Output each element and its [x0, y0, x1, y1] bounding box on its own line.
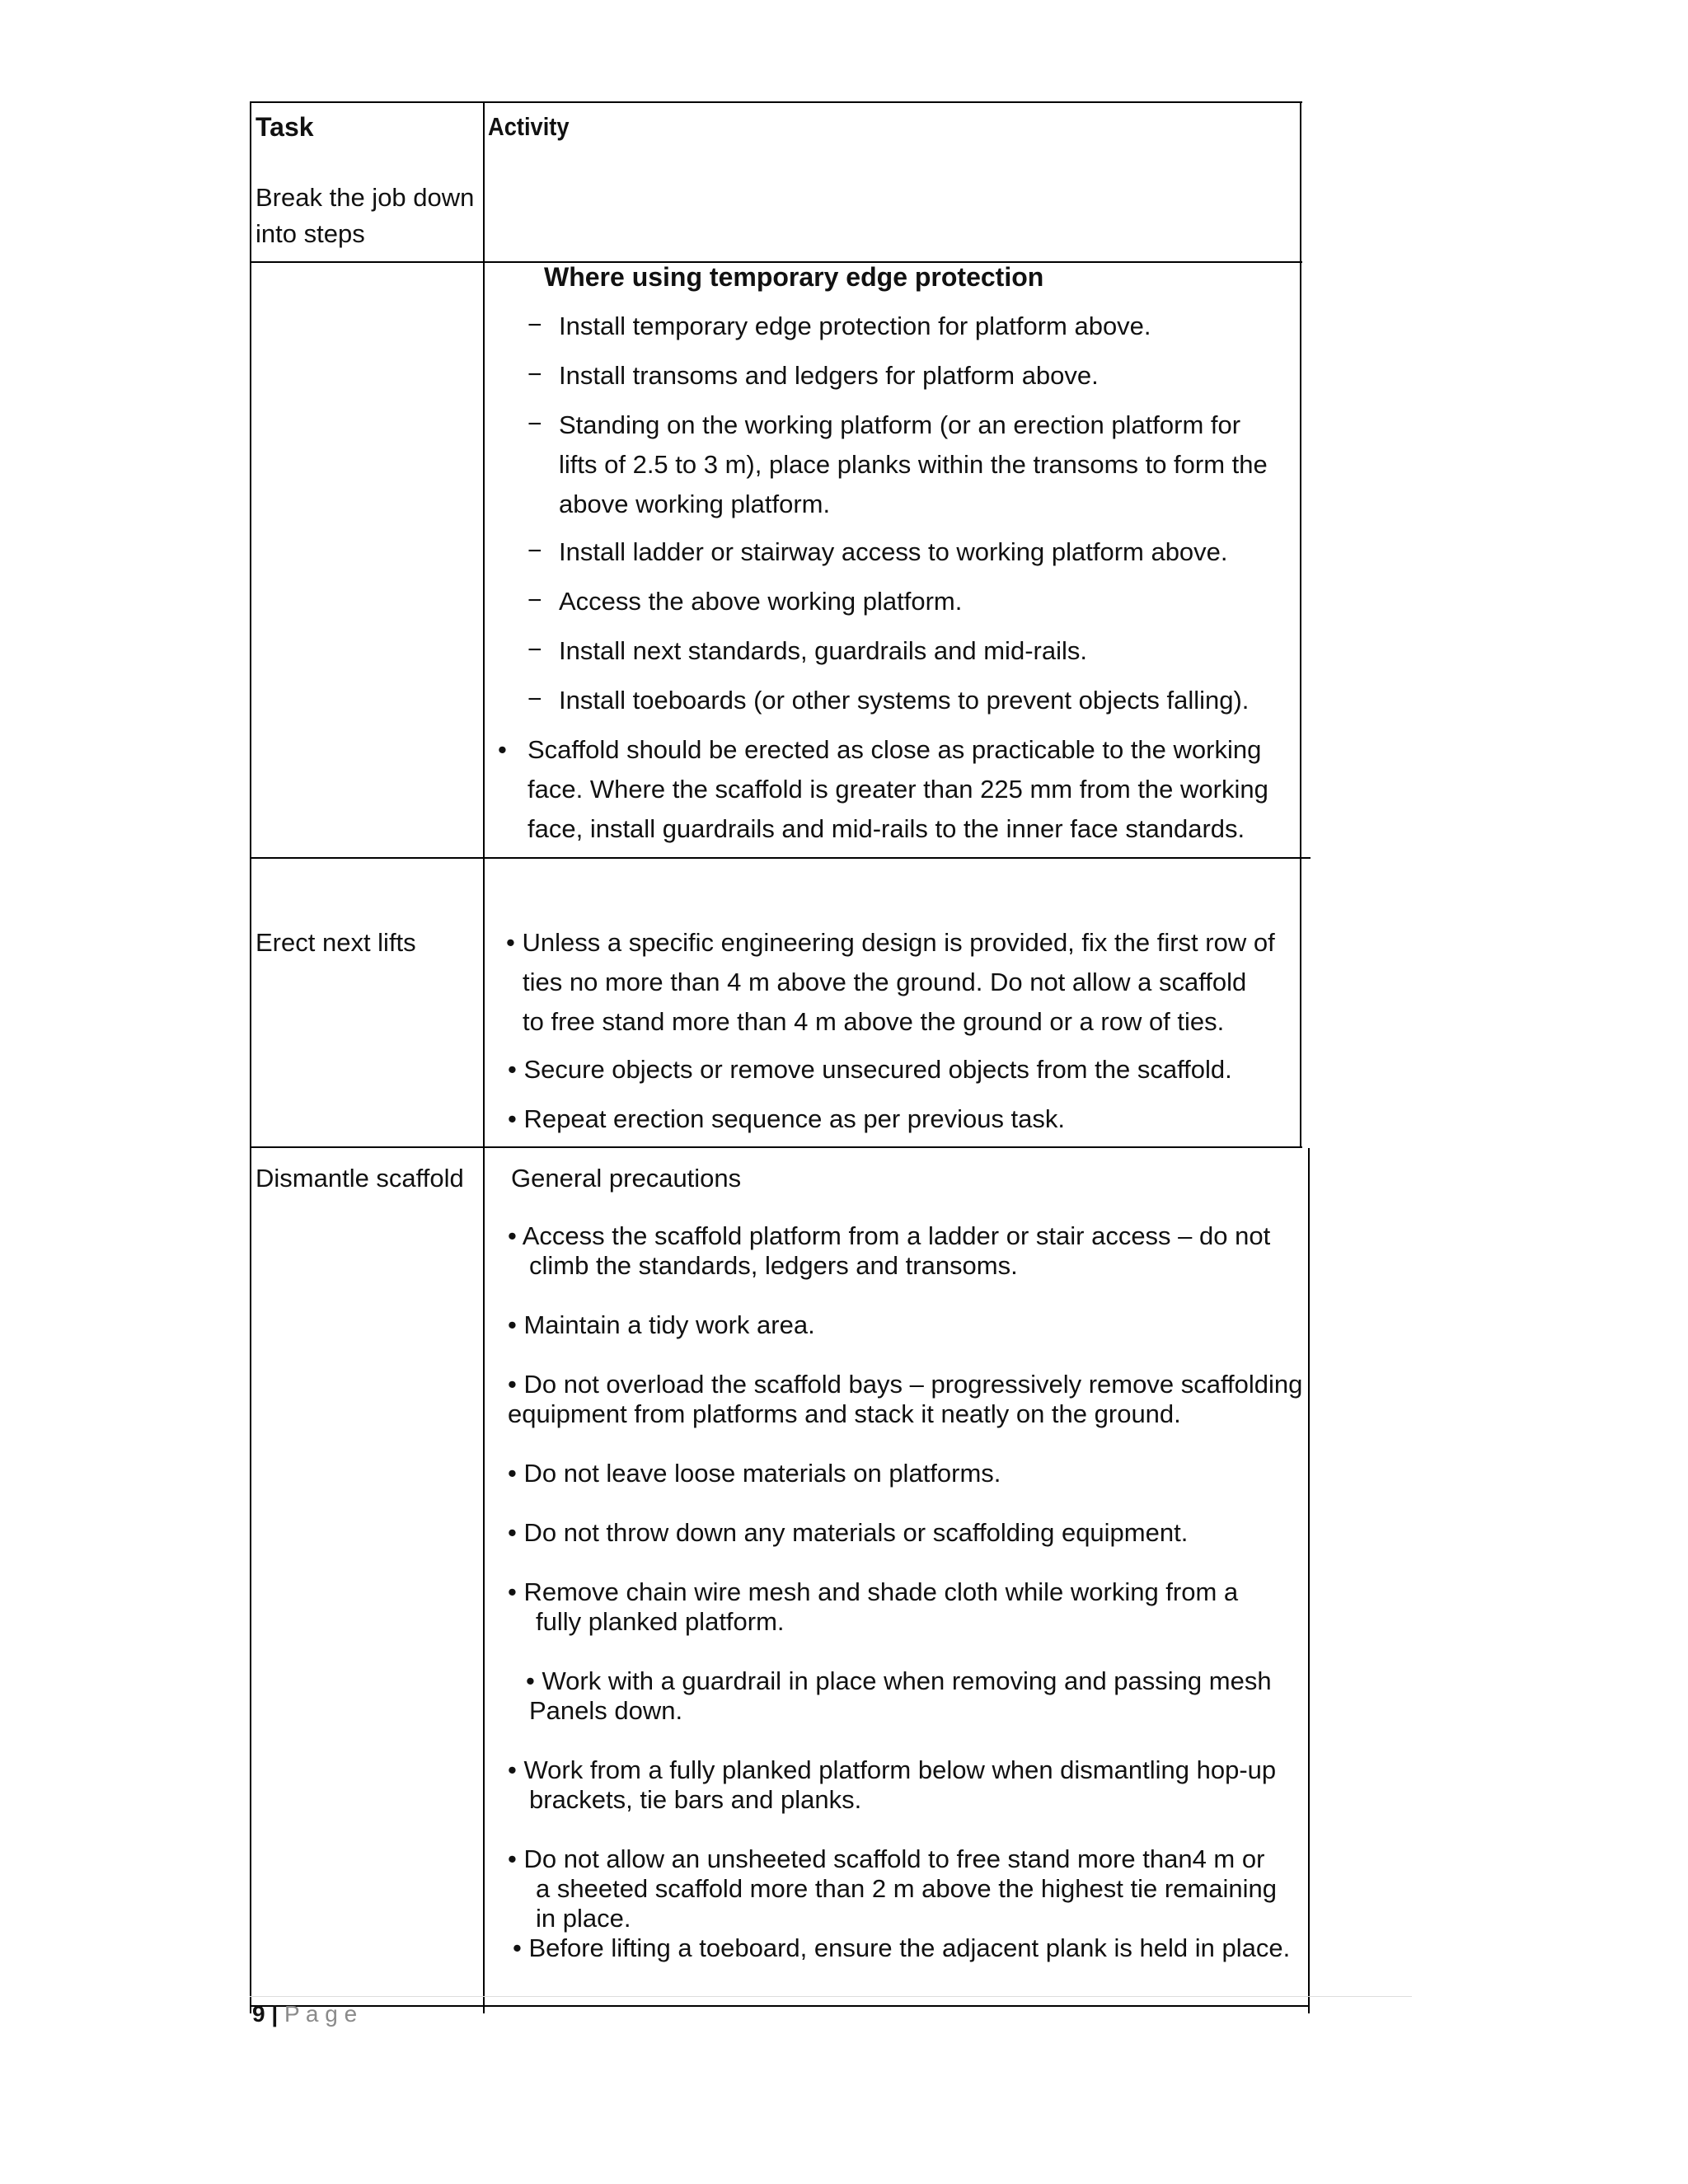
footer-rule: [250, 1996, 1412, 1997]
unsheeted-scaffold-bullet-line2: a sheeted scaffold more than 2 m above the highest tie remaining: [536, 1874, 1277, 1903]
guardrail-mesh-bullet-line2: Panels down.: [529, 1696, 683, 1725]
dash-item-2: Install transoms and ledgers for platform above.: [559, 361, 1099, 390]
secure-objects-bullet: • Secure objects or remove unsecured objects from the scaffold.: [508, 1055, 1232, 1084]
dash-marker: −: [528, 312, 542, 339]
dash-marker: −: [528, 410, 542, 438]
tidy-area-bullet: • Maintain a tidy work area.: [508, 1310, 815, 1339]
table-bottom-border: [250, 2005, 1310, 2007]
task-erect-next-lifts: Erect next lifts: [256, 928, 416, 957]
dash-marker: −: [528, 361, 542, 388]
footer-separator: |: [271, 2001, 279, 2027]
table-right-border-lower: [1308, 1148, 1310, 2013]
general-precautions-heading: General precautions: [511, 1164, 742, 1193]
table-top-border: [250, 101, 1302, 103]
unsheeted-scaffold-bullet-line3: in place.: [536, 1904, 631, 1933]
hop-up-brackets-bullet-line1: • Work from a fully planked platform below when dismantling hop-up: [508, 1755, 1277, 1784]
access-platform-bullet-line2: climb the standards, ledgers and transoms.: [529, 1251, 1018, 1280]
task-dismantle-scaffold: Dismantle scaffold: [256, 1164, 464, 1193]
engineering-design-bullet-line1: • Unless a specific engineering design is provided, fix the first row of: [506, 928, 1275, 957]
page-number: 9: [252, 2001, 265, 2027]
task-column-subtitle-line2: into steps: [256, 219, 365, 248]
erect-close-bullet-line1: Scaffold should be erected as close as practicable to the working: [528, 735, 1262, 764]
row2-divider: [250, 1146, 1302, 1148]
dash-item-4: Install ladder or stairway access to working platform above.: [559, 537, 1228, 566]
activity-column-header: Activity: [488, 112, 570, 141]
loose-materials-bullet: • Do not leave loose materials on platforms.: [508, 1459, 1001, 1488]
overload-bullet-line2: equipment from platforms and stack it neatly on the ground.: [508, 1399, 1181, 1428]
dash-item-1: Install temporary edge protection for platform above.: [559, 312, 1151, 340]
task-column-header: Task: [256, 112, 314, 142]
page-footer: [252, 2001, 357, 2027]
dash-item-6: Install next standards, guardrails and mid-rails.: [559, 636, 1087, 665]
repeat-sequence-bullet: • Repeat erection sequence as per previous task.: [508, 1104, 1066, 1133]
column-divider: [483, 101, 485, 2013]
erect-close-bullet-line2: face. Where the scaffold is greater than 225 mm from the working: [528, 775, 1268, 804]
dash-item-3-line1: Standing on the working platform (or an erection platform for: [559, 410, 1241, 439]
dash-marker: −: [528, 686, 542, 713]
edge-protection-heading: Where using temporary edge protection: [544, 262, 1044, 292]
engineering-design-bullet-line2: ties no more than 4 m above the ground. Do not allow a scaffold: [523, 968, 1247, 996]
engineering-design-bullet-line3: to free stand more than 4 m above the ground or a row of ties.: [523, 1007, 1225, 1036]
task-column-subtitle-line1: Break the job down: [256, 183, 475, 212]
erect-close-bullet-line3: face, install guardrails and mid-rails to the inner face standards.: [528, 814, 1245, 843]
table-left-border: [250, 101, 251, 2013]
access-platform-bullet-line1: • Access the scaffold platform from a ladder or stair access – do not: [508, 1221, 1271, 1250]
dash-marker: −: [528, 636, 542, 663]
guardrail-mesh-bullet-line1: • Work with a guardrail in place when removing and passing mesh: [526, 1666, 1272, 1695]
chain-wire-bullet-line2: fully planked platform.: [536, 1607, 785, 1636]
chain-wire-bullet-line1: • Remove chain wire mesh and shade cloth while working from a: [508, 1577, 1239, 1606]
page-label: P a g e: [284, 2001, 358, 2027]
table-right-border-upper: [1300, 101, 1301, 1148]
toeboard-bullet: • Before lifting a toeboard, ensure the adjacent plank is held in place.: [513, 1933, 1291, 1962]
dash-marker: −: [528, 587, 542, 614]
dash-item-5: Access the above working platform.: [559, 587, 963, 616]
dash-item-3-line3: above working platform.: [559, 490, 831, 518]
hop-up-brackets-bullet-line2: brackets, tie bars and planks.: [529, 1785, 862, 1814]
dash-item-7: Install toeboards (or other systems to prevent objects falling).: [559, 686, 1250, 715]
dash-marker: −: [528, 537, 542, 565]
unsheeted-scaffold-bullet-line1: • Do not allow an unsheeted scaffold to free stand more than4 m or: [508, 1844, 1265, 1873]
overload-bullet-line1: • Do not overload the scaffold bays – progressively remove scaffolding: [508, 1370, 1303, 1399]
dash-item-3-line2: lifts of 2.5 to 3 m), place planks within the transoms to form the: [559, 450, 1268, 479]
bullet-marker: •: [498, 735, 507, 764]
throw-down-bullet: • Do not throw down any materials or scaffolding equipment.: [508, 1518, 1189, 1547]
row1-divider: [250, 857, 1311, 859]
